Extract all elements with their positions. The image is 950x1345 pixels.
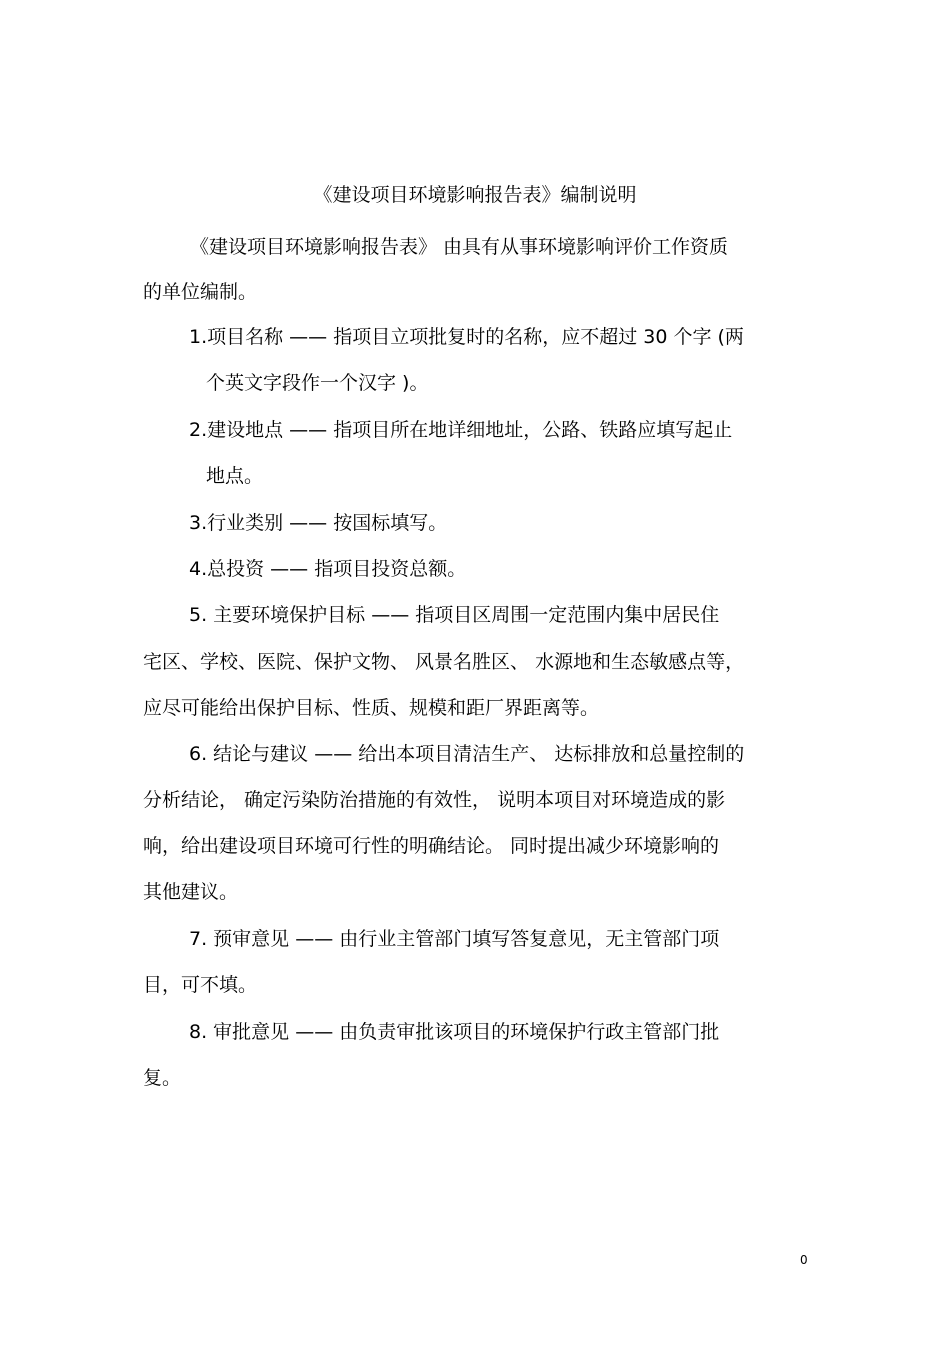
page-number: 0 (800, 1253, 808, 1267)
item-7-line-2: 目，可不填。 (143, 974, 258, 996)
item-1-line-1: 1.项目名称 —— 指项目立项批复时的名称，应不超过 30 个字 (两 (189, 326, 744, 348)
item-1-line-2: 个英文字段作一个汉字 )。 (206, 372, 429, 394)
item-8-line-1: 8. 审批意见 —— 由负责审批该项目的环境保护行政主管部门批 (189, 1021, 720, 1043)
intro-line-1: 《建设项目环境影响报告表》 由具有从事环境影响评价工作资质 (190, 236, 729, 258)
item-5-line-1: 5. 主要环境保护目标 —— 指项目区周围一定范围内集中居民住 (189, 604, 720, 626)
item-5-line-3: 应尽可能给出保护目标、性质、规模和距厂界距离等。 (143, 697, 600, 719)
item-6-line-3: 响，给出建设项目环境可行性的明确结论。 同时提出减少环境影响的 (143, 835, 720, 857)
item-5-line-2: 宅区、学校、医院、保护文物、 风景名胜区、 水源地和生态敏感点等， (143, 651, 745, 673)
item-6-line-4: 其他建议。 (143, 881, 239, 903)
intro-line-2: 的单位编制。 (143, 281, 258, 303)
item-8-line-2: 复。 (143, 1067, 182, 1089)
item-6-line-1: 6. 结论与建议 —— 给出本项目清洁生产、 达标排放和总量控制的 (189, 743, 745, 765)
item-3-line-1: 3.行业类别 —— 按国标填写。 (189, 512, 448, 534)
item-4-line-1: 4.总投资 —— 指项目投资总额。 (189, 558, 467, 580)
item-7-line-1: 7. 预审意见 —— 由行业主管部门填写答复意见，无主管部门项 (189, 928, 720, 950)
document-title: 《建设项目环境影响报告表》编制说明 (313, 184, 637, 206)
item-2-line-2: 地点。 (206, 465, 264, 487)
item-6-line-2: 分析结论， 确定污染防治措施的有效性， 说明本项目对环境造成的影 (143, 789, 726, 811)
item-2-line-1: 2.建设地点 —— 指项目所在地详细地址，公路、铁路应填写起止 (189, 419, 733, 441)
